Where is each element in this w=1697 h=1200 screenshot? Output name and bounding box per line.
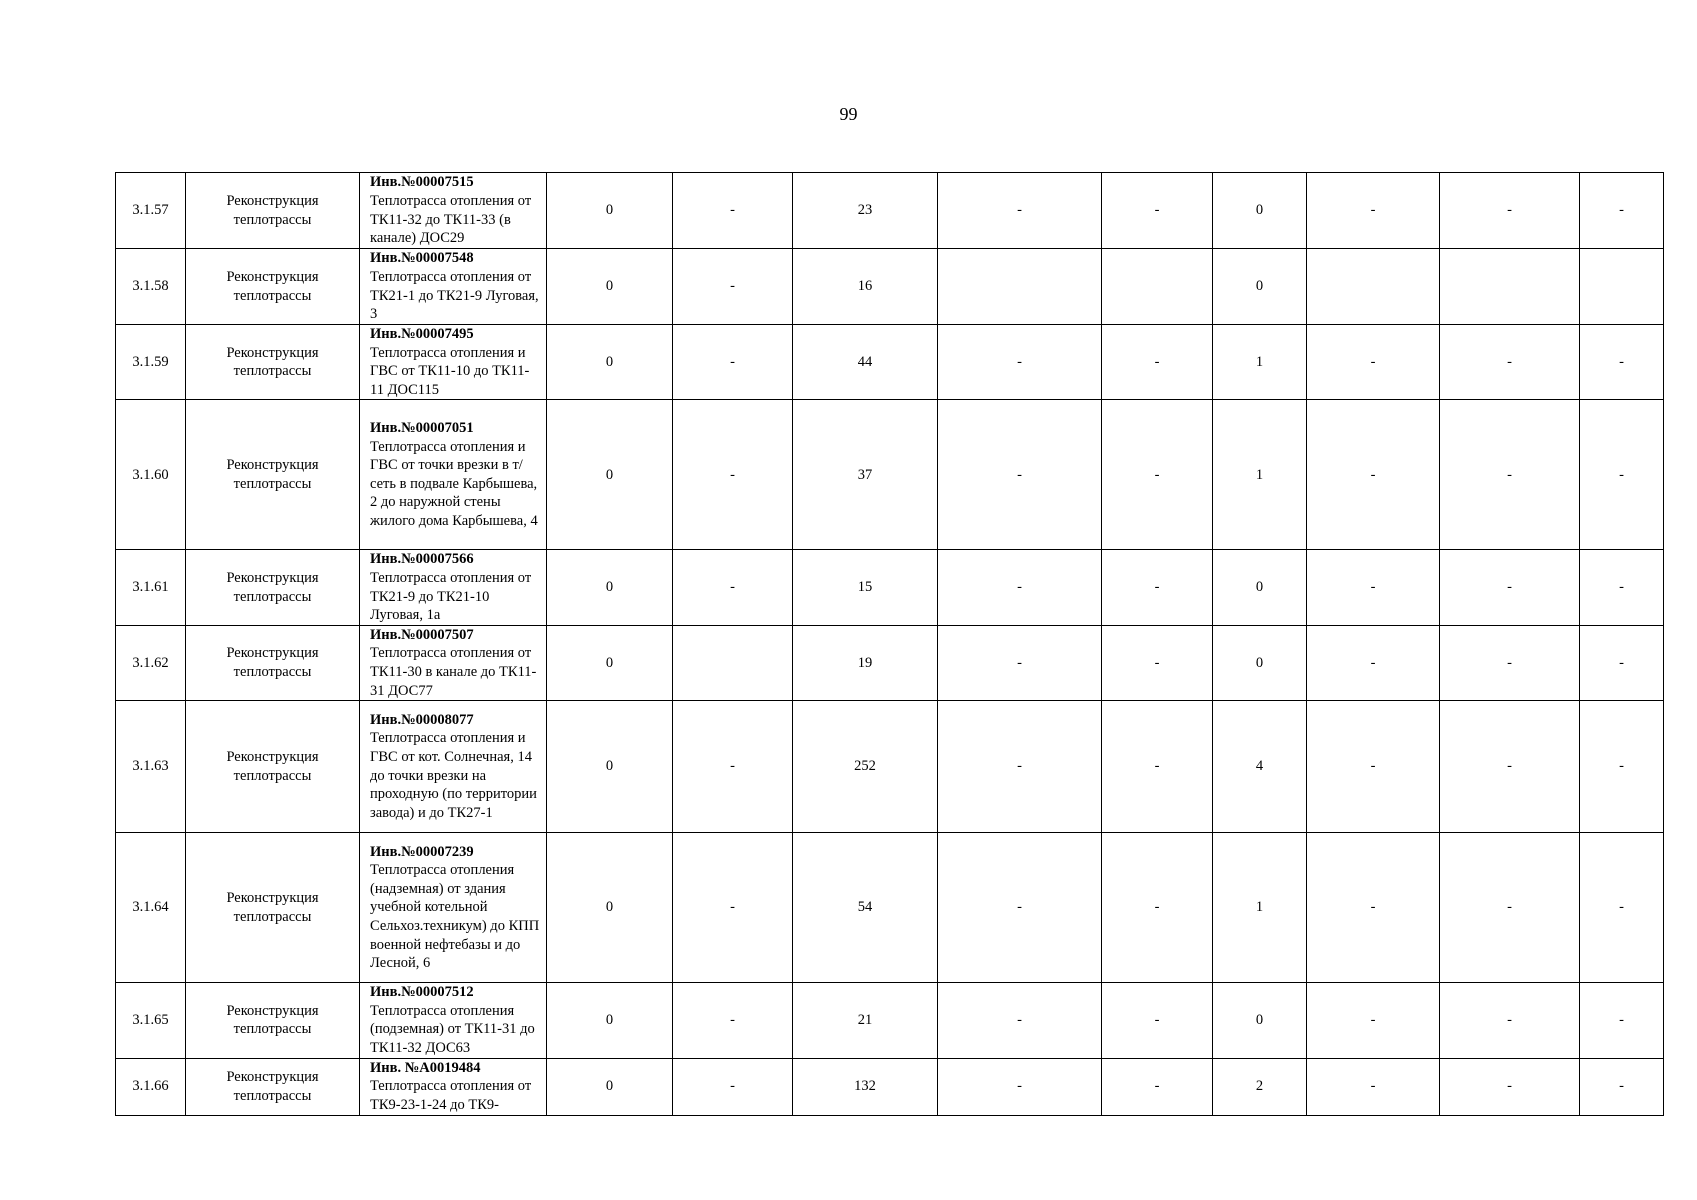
value-cell-c9: - — [1580, 701, 1664, 833]
value-cell-c5: - — [1102, 983, 1213, 1058]
object-description-cell — [360, 1058, 547, 1115]
value-cell-c4: - — [938, 625, 1102, 700]
object-description: Теплотрасса отопления и ГВС от ТК11-10 до ТК11-11 ДОС115 — [370, 344, 530, 398]
value-cell-c5: - — [1102, 550, 1213, 625]
object-description-cell — [360, 249, 547, 325]
value-cell-c9 — [1580, 249, 1664, 325]
value-cell-c6: 0 — [1213, 983, 1307, 1058]
row-number-cell: 3.1.58 — [116, 249, 186, 325]
row-number-cell: 3.1.66 — [116, 1058, 186, 1115]
value-cell-c1: 0 — [547, 325, 673, 400]
value-cell-c4: - — [938, 173, 1102, 249]
inventory-number: Инв.№00007512 — [370, 984, 474, 1001]
object-description-cell — [360, 833, 547, 983]
table-row — [116, 833, 1664, 983]
page-number: 99 — [839, 104, 858, 124]
value-cell-c2: - — [673, 249, 793, 325]
value-cell-c8: - — [1440, 173, 1580, 249]
value-cell-c1: 0 — [547, 400, 673, 550]
value-cell-c2: - — [673, 173, 793, 249]
value-cell-c5: - — [1102, 400, 1213, 550]
value-cell-c1: 0 — [547, 550, 673, 625]
value-cell-c6: 0 — [1213, 249, 1307, 325]
object-description: Теплотрасса отопления от ТК21-1 до ТК21-9 Луговая, 3 — [370, 268, 539, 323]
value-cell-c1: 0 — [547, 173, 673, 249]
value-cell-c7: - — [1307, 173, 1440, 249]
value-cell-c5 — [1102, 249, 1213, 325]
value-cell-c2: - — [673, 400, 793, 550]
object-description: Теплотрасса отопления от ТК9-23-1-24 до ТК9- — [370, 1078, 532, 1113]
table-row — [116, 983, 1664, 1058]
value-cell-c8: - — [1440, 701, 1580, 833]
value-cell-c1: 0 — [547, 249, 673, 325]
value-cell-c6: 0 — [1213, 173, 1307, 249]
value-cell-c3: 54 — [793, 833, 938, 983]
work-type-cell: Реконструкция теплотрассы — [186, 625, 360, 700]
value-cell-c2 — [673, 625, 793, 700]
value-cell-c7: - — [1307, 701, 1440, 833]
value-cell-c4: - — [938, 983, 1102, 1058]
value-cell-c3: 15 — [793, 550, 938, 625]
value-cell-c6: 1 — [1213, 325, 1307, 400]
work-type-cell: Реконструкция теплотрассы — [186, 833, 360, 983]
object-description: Теплотрасса отопления от ТК11-30 в канале до ТК11-31 ДОС77 — [370, 645, 537, 699]
object-description-cell — [360, 173, 547, 249]
value-cell-c3: 16 — [793, 249, 938, 325]
value-cell-c6: 1 — [1213, 400, 1307, 550]
value-cell-c9: - — [1580, 1058, 1664, 1115]
value-cell-c8 — [1440, 249, 1580, 325]
value-cell-c4: - — [938, 1058, 1102, 1115]
work-type-cell: Реконструкция теплотрассы — [186, 173, 360, 249]
work-type-cell: Реконструкция теплотрассы — [186, 701, 360, 833]
value-cell-c9: - — [1580, 325, 1664, 400]
row-number-cell: 3.1.63 — [116, 701, 186, 833]
table-row — [116, 550, 1664, 625]
value-cell-c1: 0 — [547, 983, 673, 1058]
value-cell-c2: - — [673, 701, 793, 833]
value-cell-c3: 23 — [793, 173, 938, 249]
object-description-cell — [360, 400, 547, 550]
value-cell-c2: - — [673, 983, 793, 1058]
value-cell-c8: - — [1440, 625, 1580, 700]
value-cell-c5: - — [1102, 1058, 1213, 1115]
table-row — [116, 625, 1664, 700]
value-cell-c6: 4 — [1213, 701, 1307, 833]
row-number-cell: 3.1.64 — [116, 833, 186, 983]
value-cell-c3: 252 — [793, 701, 938, 833]
row-number-cell: 3.1.61 — [116, 550, 186, 625]
work-type-cell: Реконструкция теплотрассы — [186, 550, 360, 625]
value-cell-c2: - — [673, 325, 793, 400]
value-cell-c8: - — [1440, 1058, 1580, 1115]
data-table — [115, 172, 1664, 1116]
value-cell-c7: - — [1307, 550, 1440, 625]
value-cell-c7: - — [1307, 625, 1440, 700]
value-cell-c8: - — [1440, 550, 1580, 625]
value-cell-c9: - — [1580, 400, 1664, 550]
value-cell-c3: 19 — [793, 625, 938, 700]
value-cell-c7: - — [1307, 833, 1440, 983]
value-cell-c4: - — [938, 550, 1102, 625]
value-cell-c4 — [938, 249, 1102, 325]
value-cell-c8: - — [1440, 325, 1580, 400]
inventory-number: Инв.№00007548 — [370, 250, 474, 267]
value-cell-c9: - — [1580, 550, 1664, 625]
inventory-number: Инв. №А0019484 — [370, 1059, 481, 1076]
value-cell-c7: - — [1307, 400, 1440, 550]
value-cell-c1: 0 — [547, 1058, 673, 1115]
object-description-cell — [360, 325, 547, 400]
row-number-cell: 3.1.57 — [116, 173, 186, 249]
value-cell-c8: - — [1440, 400, 1580, 550]
value-cell-c9: - — [1580, 833, 1664, 983]
value-cell-c3: 44 — [793, 325, 938, 400]
value-cell-c5: - — [1102, 701, 1213, 833]
row-number-cell: 3.1.65 — [116, 983, 186, 1058]
work-type-cell: Реконструкция теплотрассы — [186, 983, 360, 1058]
inventory-number: Инв.№00007507 — [370, 626, 474, 643]
value-cell-c2: - — [673, 550, 793, 625]
table-row — [116, 249, 1664, 325]
value-cell-c6: 2 — [1213, 1058, 1307, 1115]
inventory-number: Инв.№00007051 — [370, 420, 474, 437]
object-description-cell — [360, 550, 547, 625]
table-row — [116, 325, 1664, 400]
table-row — [116, 1058, 1664, 1115]
work-type-cell: Реконструкция теплотрассы — [186, 325, 360, 400]
inventory-number: Инв.№00007515 — [370, 174, 474, 191]
object-description-cell — [360, 983, 547, 1058]
value-cell-c7 — [1307, 249, 1440, 325]
value-cell-c6: 1 — [1213, 833, 1307, 983]
object-description-cell — [360, 625, 547, 700]
value-cell-c4: - — [938, 701, 1102, 833]
row-number-cell: 3.1.59 — [116, 325, 186, 400]
inventory-number: Инв.№00007495 — [370, 326, 474, 342]
table-row — [116, 701, 1664, 833]
value-cell-c9: - — [1580, 983, 1664, 1058]
object-description: Теплотрасса отопления и ГВС от кот. Солнечная, 14 до точки врезки на проходную (по территории завода) и до ТК27-1 — [370, 730, 537, 821]
object-description-cell — [360, 701, 547, 833]
inventory-number: Инв.№00007566 — [370, 551, 474, 568]
inventory-number: Инв.№00008077 — [370, 711, 474, 728]
value-cell-c1: 0 — [547, 833, 673, 983]
value-cell-c2: - — [673, 833, 793, 983]
row-number-cell: 3.1.60 — [116, 400, 186, 550]
value-cell-c6: 0 — [1213, 625, 1307, 700]
value-cell-c4: - — [938, 325, 1102, 400]
object-description: Теплотрасса отопления (надземная) от здания учебной котельной Сельхоз.техникум) до КПП военной нефтебазы и до Лесной, 6 — [370, 862, 540, 972]
table-row — [116, 400, 1664, 550]
work-type-cell: Реконструкция теплотрассы — [186, 400, 360, 550]
value-cell-c5: - — [1102, 625, 1213, 700]
value-cell-c7: - — [1307, 1058, 1440, 1115]
value-cell-c5: - — [1102, 325, 1213, 400]
value-cell-c6: 0 — [1213, 550, 1307, 625]
value-cell-c4: - — [938, 400, 1102, 550]
value-cell-c9: - — [1580, 625, 1664, 700]
object-description: Теплотрасса отопления от ТК21-9 до ТК21-10 Луговая, 1а — [370, 569, 532, 624]
object-description: Теплотрасса отопления и ГВС от точки врезки в т/сеть в подвале Карбышева, 2 до наружной стены жилого дома Карбышева, 4 — [370, 438, 538, 530]
value-cell-c1: 0 — [547, 701, 673, 833]
value-cell-c3: 132 — [793, 1058, 938, 1115]
object-description: Теплотрасса отопления от ТК11-32 до ТК11-33 (в канале) ДОС29 — [370, 192, 532, 247]
row-number-cell: 3.1.62 — [116, 625, 186, 700]
inventory-number: Инв.№00007239 — [370, 843, 474, 860]
value-cell-c2: - — [673, 1058, 793, 1115]
work-type-cell: Реконструкция теплотрассы — [186, 1058, 360, 1115]
value-cell-c7: - — [1307, 325, 1440, 400]
table-row — [116, 173, 1664, 249]
value-cell-c7: - — [1307, 983, 1440, 1058]
value-cell-c5: - — [1102, 833, 1213, 983]
value-cell-c8: - — [1440, 833, 1580, 983]
work-type-cell: Реконструкция теплотрассы — [186, 249, 360, 325]
value-cell-c3: 21 — [793, 983, 938, 1058]
value-cell-c9: - — [1580, 173, 1664, 249]
value-cell-c8: - — [1440, 983, 1580, 1058]
value-cell-c5: - — [1102, 173, 1213, 249]
value-cell-c4: - — [938, 833, 1102, 983]
value-cell-c3: 37 — [793, 400, 938, 550]
object-description: Теплотрасса отопления (подземная) от ТК11-31 до ТК11-32 ДОС63 — [370, 1002, 535, 1056]
value-cell-c1: 0 — [547, 625, 673, 700]
